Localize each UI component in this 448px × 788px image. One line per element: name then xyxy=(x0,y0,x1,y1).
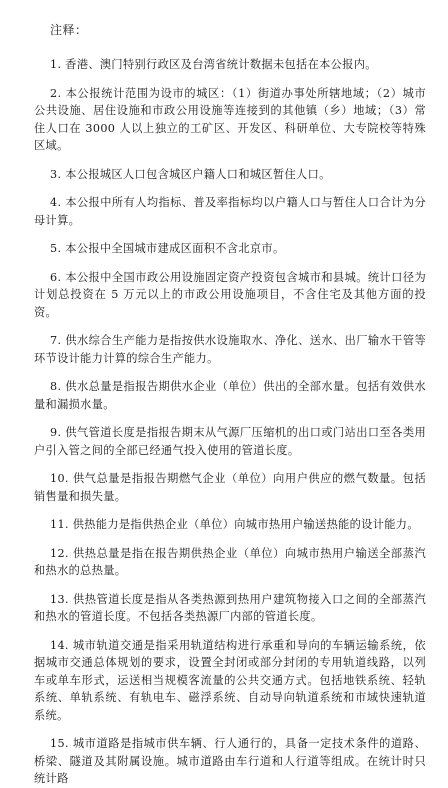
note-2: 2. 本公报统计范围为设市的城区：（1）街道办事处所辖地域；（2）城市公共设施、居住设施和市政公用设施等连接到的其他镇（乡）地域；（3）常住人口在 3000 人以上独立的工矿区、开发区、科研单位、大专院校等特殊区域。 xyxy=(34,86,426,152)
note-15: 15. 城市道路是指城市供车辆、行人通行的，具备一定技术条件的道路、桥梁、隧道及其附属设施。城市道路由车行道和人行道等组成。在统计时只统计路 xyxy=(34,737,426,785)
notes-title: 注释： xyxy=(50,23,88,37)
note-12: 12. 供热总量是指在报告期供热企业（单位）向城市热用户输送全部蒸汽和热水的总热量。 xyxy=(34,546,426,577)
note-1: 1. 香港、澳门特别行政区及台湾省统计数据未包括在本公报内。 xyxy=(50,58,377,71)
notes-list xyxy=(34,56,426,788)
note-11: 11. 供热能力是指供热企业（单位）向城市热用户输送热能的设计能力。 xyxy=(50,518,419,531)
note-4: 4. 本公报中所有人均指标、普及率指标均以户籍人口与暂住人口合计为分母计算。 xyxy=(34,196,426,227)
note-8: 8. 供水总量是指报告期供水企业（单位）供出的全部水量。包括有效供水量和漏损水量。 xyxy=(34,380,426,411)
note-7: 7. 供水综合生产能力是指按供水设施取水、净化、送水、出厂输水干管等环节设计能力计算的综合生产能力。 xyxy=(34,334,426,365)
note-5: 5. 本公报中全国城市建成区面积不含北京市。 xyxy=(50,242,285,255)
note-6: 6. 本公报中全国市政公用设施固定资产投资包含城市和县城。统计口径为计划总投资在 5 万元以上的市政公用设施项目，不含住宅及其他方面的投资。 xyxy=(34,270,426,319)
note-9: 9. 供气管道长度是指报告期末从气源厂压缩机的出口或门站出口至各类用户引入管之间的全部已经通气投入使用的管道长度。 xyxy=(34,426,426,457)
note-14: 14. 城市轨道交通是指采用轨道结构进行承重和导向的车辆运输系统，依据城市交通总体规划的要求，设置全封闭或部分封闭的专用轨道线路，以列车或单车形式，运送相当规模客流量的公共交通方式。包括地铁系统、轻轨系统、单轨系统、有轨电车、磁浮系统、自动导向轨道系统和市域快速轨道系统。 xyxy=(34,638,426,722)
note-13: 13. 供热管道长度是指从各类热源到热用户建筑物接入口之间的全部蒸汽和热水的管道长度。不包括各类热源厂内部的管道长度。 xyxy=(34,592,426,623)
note-10: 10. 供气总量是指报告期燃气企业（单位）向用户供应的燃气数量。包括销售量和损失量。 xyxy=(34,472,426,503)
note-3: 3. 本公报城区人口包含城区户籍人口和城区暂住人口。 xyxy=(50,167,331,181)
